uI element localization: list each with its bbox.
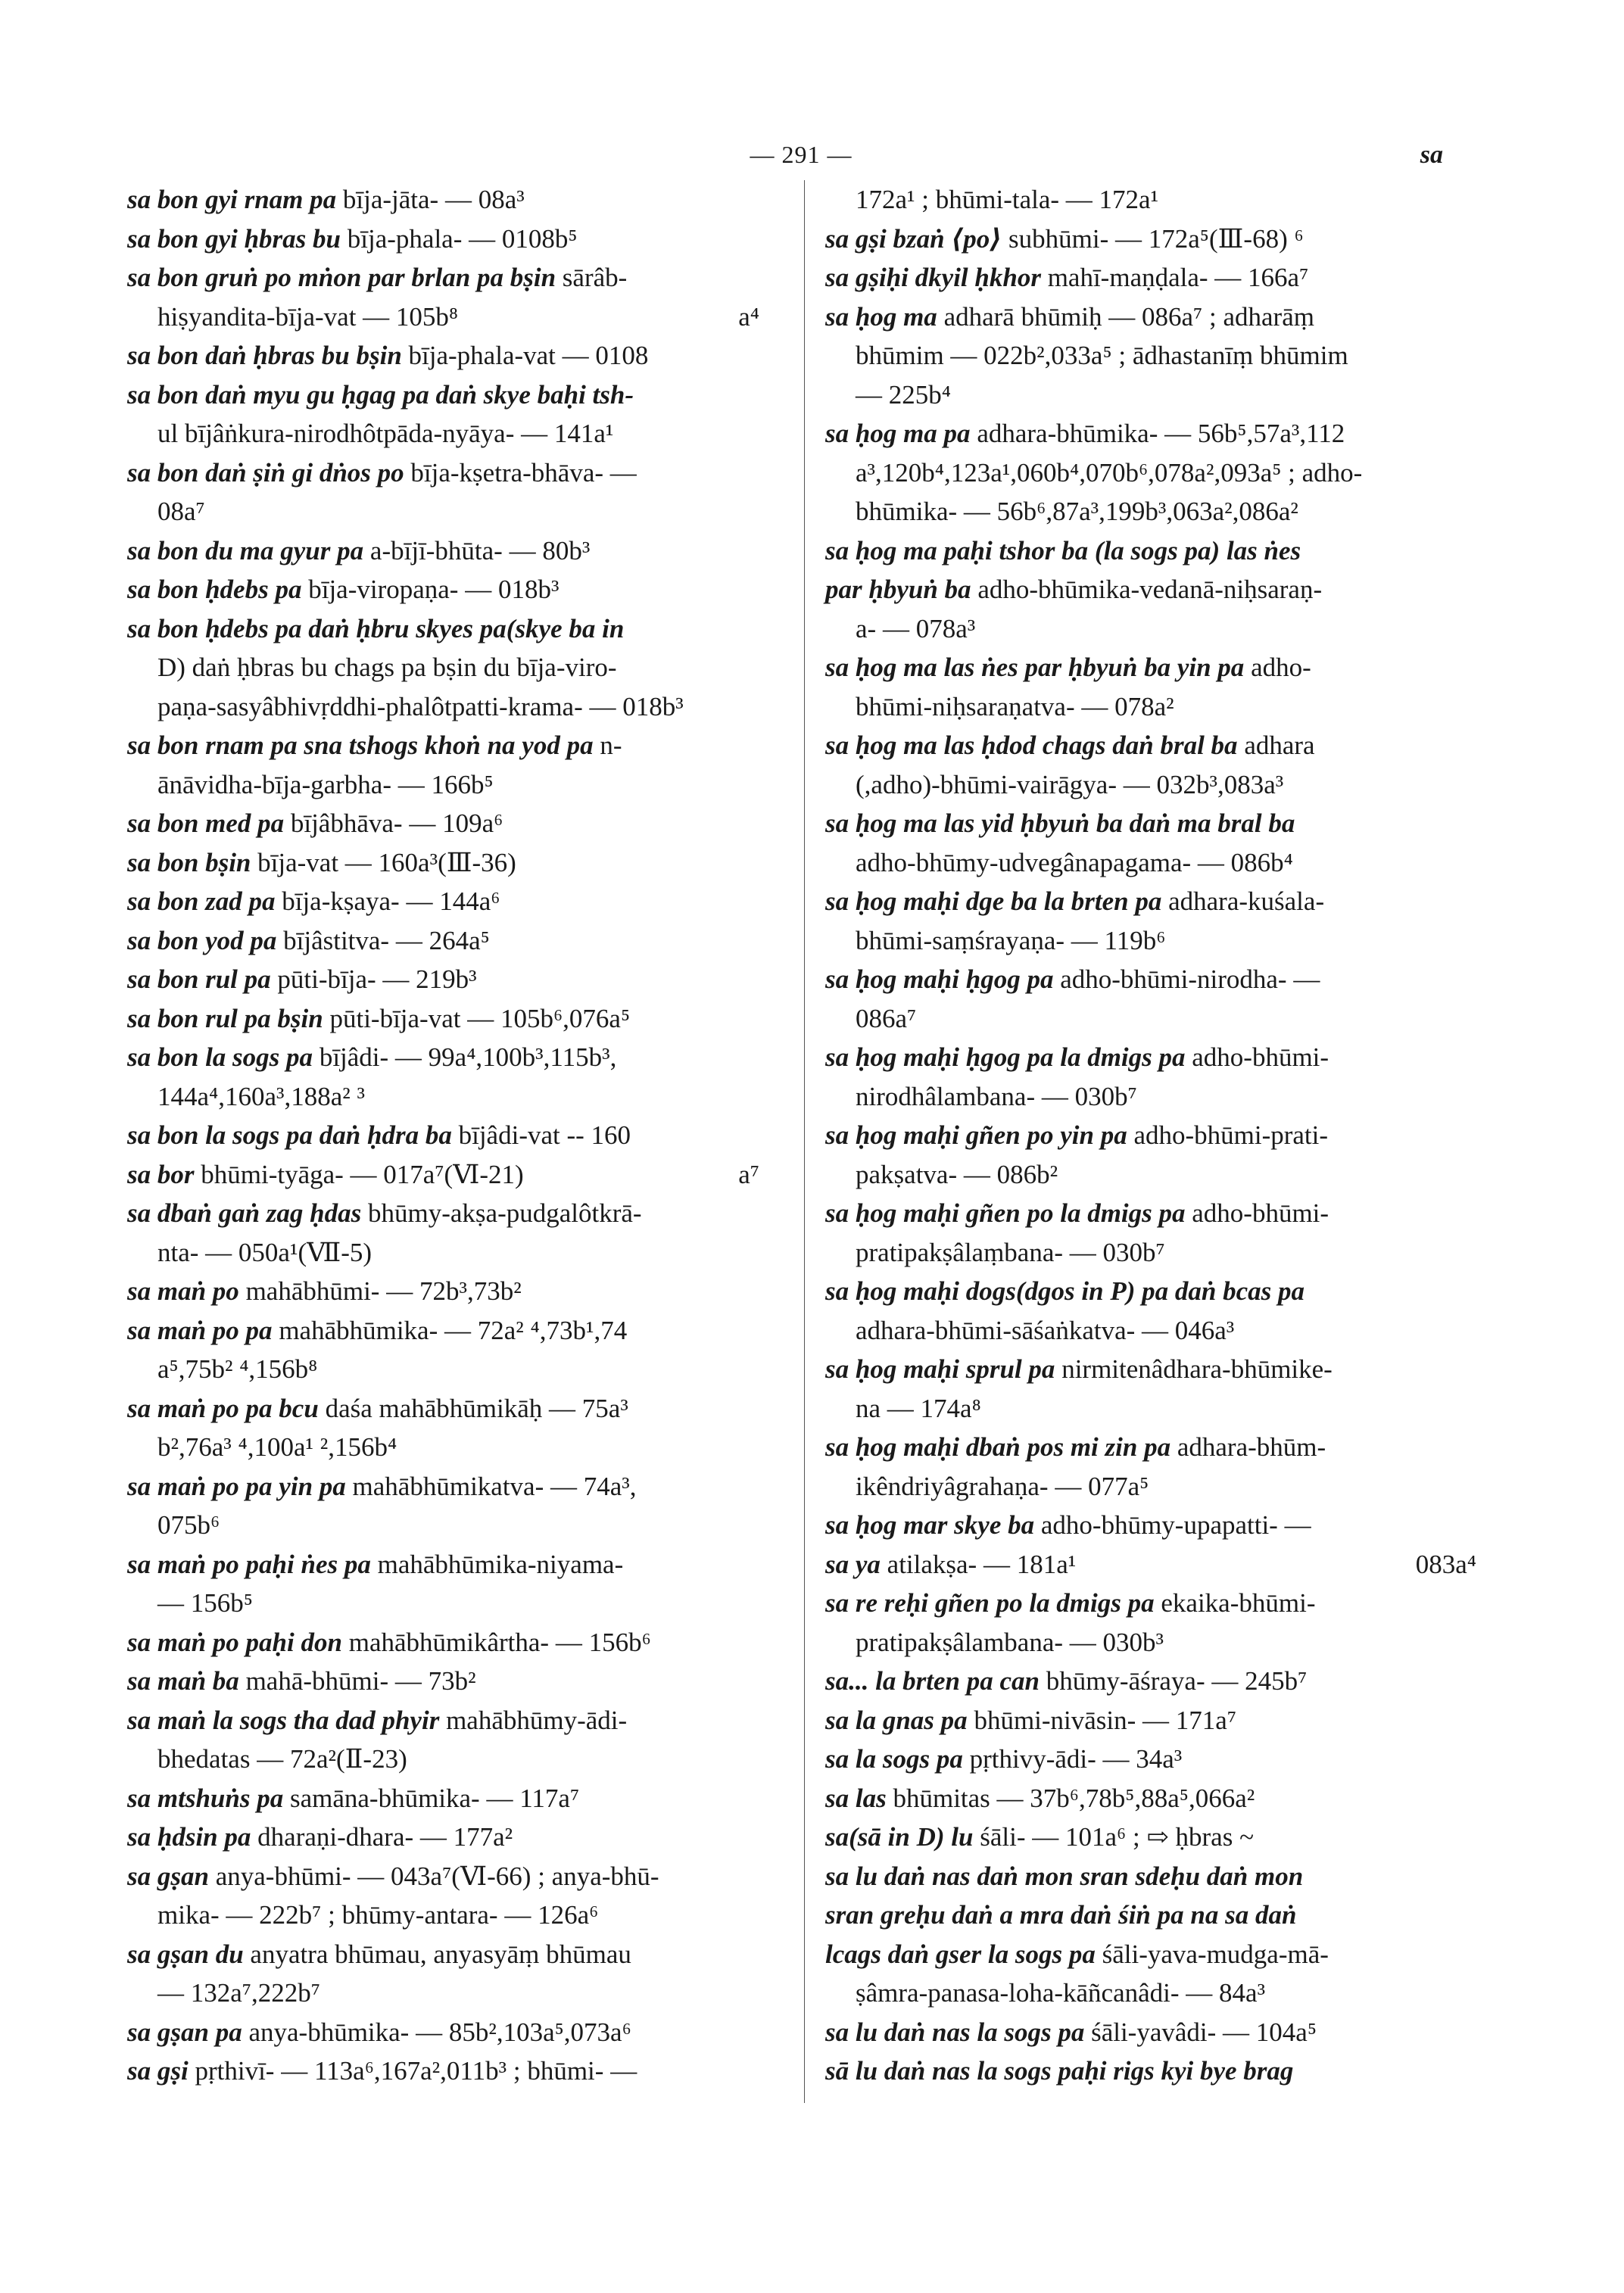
dictionary-entry	[825, 2013, 1476, 2052]
dictionary-entry	[127, 726, 759, 765]
dictionary-entry	[127, 1545, 759, 1584]
entry-continuation	[825, 687, 1476, 727]
entry-continuation	[825, 765, 1476, 805]
dictionary-entry	[825, 1038, 1476, 1077]
dictionary-entry	[127, 1935, 759, 1974]
entry-text: (,adho)-bhūmi-vairāgya- — 032b³,083a³	[856, 769, 1284, 799]
entry-continuation	[127, 298, 759, 337]
entry-text: sa bon yod pa bījâstitva- — 264a⁵	[127, 925, 490, 955]
dictionary-entry	[127, 1311, 759, 1351]
dictionary-entry	[127, 375, 759, 415]
entry-text: sa dbaṅ gaṅ zag ḥdas bhūmy-akṣa-pudgalôtkrā-	[127, 1198, 642, 1228]
entry-text: sa ḥog maḥi dogs(dgos in P) pa daṅ bcas pa	[825, 1276, 1304, 1306]
entry-text: adho-bhūmy-udvegânapagama- — 086b⁴	[856, 847, 1293, 877]
entry-text: a⁵,75b² ⁴,156b⁸	[157, 1354, 318, 1384]
dictionary-entry	[127, 999, 759, 1039]
entry-continuation	[825, 336, 1476, 375]
dictionary-entry	[825, 1506, 1476, 1545]
entry-text: paṇa-sasyâbhivṛddhi-phalôtpatti-krama- — 018b³	[157, 691, 684, 721]
dictionary-entry	[825, 1545, 1476, 1584]
entry-text: 086a⁷	[856, 1003, 917, 1033]
entry-text: sa bon la sogs pa bījâdi- — 99a⁴,100b³,115b³,	[127, 1042, 617, 1072]
entry-text: 075b⁶	[157, 1510, 220, 1540]
entry-text: a³,120b⁴,123a¹,060b⁴,070b⁶,078a²,093a⁵ ; adho-	[856, 457, 1363, 488]
entry-text: sa gṣan anya-bhūmi- — 043a⁷(Ⅵ-66) ; anya-bhū-	[127, 1861, 659, 1891]
dictionary-entry	[127, 1779, 759, 1818]
entry-text: sa gṣi pṛthivī- — 113a⁶,167a²,011b³ ; bhūmi- —	[127, 2056, 637, 2086]
dictionary-entry	[825, 258, 1476, 298]
entry-text: sa bon la sogs pa daṅ ḥdra ba bījâdi-vat -- 160	[127, 1120, 631, 1150]
entry-text: sa ḥog ma paḥi tshor ba (la sogs pa) las ṅes	[825, 535, 1301, 565]
entry-text: par ḥbyuṅ ba adho-bhūmika-vedanā-niḥsaraṇ-	[825, 575, 1323, 604]
dictionary-entry	[825, 414, 1476, 453]
entry-text: sa bor bhūmi-tyāga- — 017a⁷(Ⅵ-21)	[127, 1159, 524, 1189]
dictionary-entry	[127, 804, 759, 843]
dictionary-entry	[825, 648, 1476, 687]
entry-text: sa(sā in D) lu śāli- — 101a⁶ ; ⇨ ḥbras ~	[825, 1822, 1255, 1852]
dictionary-entry	[825, 960, 1476, 999]
entry-text: sa gṣan pa anya-bhūmika- — 85b²,103a⁵,073a⁶	[127, 2017, 631, 2047]
dictionary-entry	[825, 1428, 1476, 1467]
entry-text: sa las bhūmitas — 37b⁶,78b⁵,88a⁵,066a²	[825, 1783, 1255, 1813]
entry-text: sa ya atilakṣa- — 181a¹	[825, 1549, 1077, 1579]
entry-text: — 156b⁵	[157, 1588, 253, 1618]
entry-text: sa ḥog maḥi ḥgog pa adho-bhūmi-nirodha- —	[825, 964, 1320, 994]
entry-text: bhedatas — 72a²(Ⅱ-23)	[157, 1744, 407, 1774]
entry-continuation	[127, 687, 759, 727]
left-column	[127, 180, 759, 2091]
entry-text: ikêndriyâgrahaṇa- — 077a⁵	[856, 1471, 1149, 1501]
dictionary-entry	[825, 1116, 1476, 1155]
entry-text: sa bon gruṅ po mṅon par brlan pa bṣin sārâb-	[127, 263, 628, 292]
entry-text: sa bon zad pa bīja-kṣaya- — 144a⁶	[127, 886, 500, 916]
entry-text: sa maṅ ba mahā-bhūmi- — 73b²	[127, 1666, 476, 1696]
entry-text: sa gṣi bzaṅ ⟨po⟩ subhūmi- — 172a⁵(Ⅲ-68) ⁶	[825, 223, 1304, 254]
entry-text: pratipakṣâlambana- — 030b³	[856, 1627, 1164, 1657]
dictionary-entry	[127, 843, 759, 883]
entry-text: hiṣyandita-bīja-vat — 105b⁸	[157, 301, 459, 332]
entry-text: sa ḥdsin pa dharaṇi-dhara- — 177a²	[127, 1822, 513, 1852]
dictionary-entry	[825, 1701, 1476, 1740]
entry-text: sa ḥog maḥi gñen po la dmigs pa adho-bhūmi-	[825, 1198, 1329, 1228]
entry-text: sa bon med pa bījâbhāva- — 109a⁶	[127, 808, 503, 838]
entry-text: 172a¹ ; bhūmi-tala- — 172a¹	[856, 185, 1159, 214]
margin-note: a⁷	[738, 1159, 759, 1189]
entry-text: bhūmika- — 56b⁶,87a³,199b³,063a²,086a²	[856, 497, 1298, 526]
entry-text: sa ḥog maḥi sprul pa nirmitenâdhara-bhūmike-	[825, 1354, 1333, 1384]
entry-text: sa bon gyi ḥbras bu bīja-phala- — 0108b⁵	[127, 223, 578, 254]
dictionary-entry	[825, 1584, 1476, 1623]
dictionary-entry	[825, 570, 1476, 609]
dictionary-entry	[825, 1818, 1476, 1857]
entry-text: sa la sogs pa pṛthivy-ādi- — 34a³	[825, 1744, 1183, 1774]
dictionary-entry	[825, 1740, 1476, 1779]
dictionary-entry	[127, 1155, 759, 1195]
entry-text: sa ḥog maḥi dbaṅ pos mi zin pa adhara-bhūm-	[825, 1432, 1326, 1462]
dictionary-entry	[127, 531, 759, 571]
entry-text: D) daṅ ḥbras bu chags pa bṣin du bīja-viro-	[157, 653, 617, 682]
entry-text: sa ḥog ma pa adhara-bhūmika- — 56b⁵,57a³,112	[825, 419, 1345, 448]
entry-text: lcags daṅ gser la sogs pa śāli-yava-mudga-mā-	[825, 1939, 1329, 1969]
entry-text: sa bon daṅ myu gu ḥgag pa daṅ skye baḥi tsh-	[127, 379, 634, 410]
dictionary-entry	[825, 531, 1476, 571]
dictionary-entry	[825, 1779, 1476, 1818]
entry-text: bhūmi-saṃśrayaṇa- — 119b⁶	[856, 925, 1166, 955]
entry-text: sa bon daṅ ṣiṅ gi dṅos po bīja-kṣetra-bhāva- —	[127, 457, 637, 488]
dictionary-entry	[127, 220, 759, 259]
entry-text: 08a⁷	[157, 497, 205, 526]
dictionary-entry	[825, 1896, 1476, 1935]
column-divider	[804, 180, 805, 2103]
entry-continuation	[127, 648, 759, 687]
entry-text: a- — 078a³	[856, 613, 976, 643]
entry-text: — 225b⁴	[856, 379, 951, 410]
entry-text: sa maṅ la sogs tha dad phyir mahābhūmy-ādi-	[127, 1705, 628, 1735]
entry-text: sa ḥog maḥi gñen po yin pa adho-bhūmi-prati-	[825, 1120, 1329, 1150]
dictionary-entry	[127, 609, 759, 649]
dictionary-entry	[127, 1116, 759, 1155]
entry-text: sa maṅ po paḥi ṅes pa mahābhūmika-niyama-	[127, 1549, 624, 1579]
dictionary-entry	[127, 570, 759, 609]
entry-text: sa bon daṅ ḥbras bu bṣin bīja-phala-vat — 0108	[127, 341, 649, 370]
entry-text: sa maṅ po pa yin pa mahābhūmikatva- — 74a³,	[127, 1471, 637, 1501]
entry-continuation	[825, 180, 1476, 220]
entry-continuation	[127, 1896, 759, 1935]
dictionary-entry	[127, 882, 759, 921]
entry-text: — 132a⁷,222b⁷	[157, 1978, 320, 2008]
dictionary-entry	[825, 1350, 1476, 1389]
page-number: — 291 —	[750, 141, 853, 168]
entry-continuation	[825, 921, 1476, 961]
entry-text: sa gṣan du anyatra bhūmau, anyasyāṃ bhūmau	[127, 1939, 631, 1969]
entry-text: sa... la brten pa can bhūmy-āśraya- — 245b⁷	[825, 1666, 1308, 1696]
dictionary-entry	[825, 1272, 1476, 1311]
dictionary-entry	[127, 1623, 759, 1662]
right-column	[825, 180, 1476, 2091]
entry-continuation	[825, 1311, 1476, 1351]
entry-continuation	[825, 1623, 1476, 1662]
entry-text: b²,76a³ ⁴,100a¹ ²,156b⁴	[157, 1432, 397, 1462]
dictionary-entry	[825, 2052, 1476, 2091]
entry-text: sa lu daṅ nas daṅ mon sran sdeḥu daṅ mon	[825, 1861, 1304, 1891]
dictionary-entry	[127, 180, 759, 220]
running-head: sa	[1420, 141, 1443, 169]
entry-text: sa ḥog mar skye ba adho-bhūmy-upapatti- —	[825, 1510, 1311, 1540]
entry-text: pratipakṣâlaṃbana- — 030b⁷	[856, 1237, 1165, 1267]
entry-continuation	[825, 609, 1476, 649]
dictionary-entry	[127, 336, 759, 375]
entry-text: na — 174a⁸	[856, 1393, 981, 1423]
entry-continuation	[825, 999, 1476, 1039]
dictionary-entry	[127, 1272, 759, 1311]
dictionary-entry	[825, 298, 1476, 337]
dictionary-entry	[825, 1857, 1476, 1896]
entry-text: sran greḥu daṅ a mra daṅ śiṅ pa na sa daṅ	[825, 1900, 1297, 1930]
entry-continuation	[825, 1233, 1476, 1273]
entry-text: sā lu daṅ nas la sogs paḥi rigs kyi bye brag	[825, 2056, 1294, 2086]
dictionary-entry	[127, 2013, 759, 2052]
entry-text: sa ḥog ma las yid ḥbyuṅ ba daṅ ma bral ba	[825, 808, 1295, 838]
entry-text: sa la gnas pa bhūmi-nivāsin- — 171a⁷	[825, 1705, 1237, 1735]
dictionary-entry	[127, 1857, 759, 1896]
entry-text: sa bon rul pa pūti-bīja- — 219b³	[127, 964, 477, 994]
dictionary-entry	[127, 1818, 759, 1857]
entry-text: sa bon ḥdebs pa bīja-viropaṇa- — 018b³	[127, 575, 560, 604]
entry-text: 144a⁴,160a³,188a² ³	[157, 1081, 366, 1111]
entry-text: bhūmim — 022b²,033a⁵ ; ādhastanīṃ bhūmim	[856, 341, 1348, 370]
entry-text: sa ḥog ma las ḥdod chags daṅ bral ba adhara	[825, 731, 1315, 760]
dictionary-entry	[127, 1662, 759, 1701]
entry-continuation	[825, 1155, 1476, 1195]
dictionary-entry	[825, 726, 1476, 765]
dictionary-entry	[127, 1467, 759, 1506]
entry-continuation	[127, 1077, 759, 1117]
entry-continuation	[825, 1974, 1476, 2013]
entry-text: ānāvidha-bīja-garbha- — 166b⁵	[157, 769, 494, 799]
entry-continuation	[825, 375, 1476, 415]
entry-text: sa re reḥi gñen po la dmigs pa ekaika-bhūmi-	[825, 1588, 1316, 1618]
entry-text: sa bon rnam pa sna tshogs khoṅ na yod pa n-	[127, 731, 622, 760]
entry-text: sa lu daṅ nas la sogs pa śāli-yavâdi- — 104a⁵	[825, 2017, 1317, 2047]
entry-continuation	[825, 453, 1476, 493]
entry-text: sa maṅ po mahābhūmi- — 72b³,73b²	[127, 1276, 522, 1306]
page-header	[127, 141, 1475, 174]
entry-text: ṣâmra-panasa-loha-kāñcanâdi- — 84a³	[856, 1978, 1266, 2008]
entry-continuation	[127, 1506, 759, 1545]
entry-text: sa bon gyi rnam pa bīja-jāta- — 08a³	[127, 185, 525, 214]
dictionary-entry	[825, 1662, 1476, 1701]
entry-continuation	[127, 1740, 759, 1779]
entry-text: sa maṅ po pa bcu daśa mahābhūmikāḥ — 75a³	[127, 1393, 628, 1423]
dictionary-entry	[127, 2052, 759, 2091]
dictionary-entry	[127, 1389, 759, 1428]
dictionary-entry	[825, 804, 1476, 843]
entry-text: pakṣatva- — 086b²	[856, 1159, 1058, 1189]
entry-text: adhara-bhūmi-sāśaṅkatva- — 046a³	[856, 1315, 1235, 1345]
dictionary-entry	[825, 882, 1476, 921]
dictionary-entry	[127, 921, 759, 961]
entry-text: sa mtshuṅs pa samāna-bhūmika- — 117a⁷	[127, 1783, 580, 1813]
dictionary-entry	[127, 1701, 759, 1740]
entry-text: mika- — 222b⁷ ; bhūmy-antara- — 126a⁶	[157, 1900, 599, 1930]
entry-text: sa gṣiḥi dkyil ḥkhor mahī-maṇḍala- — 166a⁷	[825, 263, 1309, 292]
entry-continuation	[127, 492, 759, 531]
margin-note: 083a⁴	[1415, 1549, 1476, 1579]
entry-continuation	[127, 1350, 759, 1389]
entry-continuation	[127, 414, 759, 453]
dictionary-entry	[825, 1935, 1476, 1974]
entry-text: sa maṅ po pa mahābhūmika- — 72a² ⁴,73b¹,74	[127, 1315, 628, 1345]
entry-text: sa ḥog maḥi dge ba la brten pa adhara-kuśala-	[825, 886, 1325, 916]
dictionary-entry	[127, 1038, 759, 1077]
entry-text: sa ḥog maḥi ḥgog pa la dmigs pa adho-bhūmi-	[825, 1042, 1329, 1072]
entry-continuation	[825, 843, 1476, 883]
entry-text: sa maṅ po paḥi don mahābhūmikârtha- — 156b⁶	[127, 1627, 651, 1657]
entry-text: sa bon du ma gyur pa a-bījī-bhūta- — 80b³	[127, 535, 591, 565]
dictionary-entry	[825, 1194, 1476, 1233]
entry-text: ul bījâṅkura-nirodhôtpāda-nyāya- — 141a¹	[157, 419, 614, 448]
entry-text: nirodhâlambana- — 030b⁷	[856, 1081, 1137, 1111]
entry-continuation	[127, 765, 759, 805]
entry-text: sa ḥog ma adharā bhūmiḥ — 086a⁷ ; adharāṃ	[825, 301, 1314, 332]
entry-text: sa bon bṣin bīja-vat — 160a³(Ⅲ-36)	[127, 847, 516, 877]
margin-note: a⁴	[738, 301, 759, 332]
dictionary-entry	[127, 258, 759, 298]
entry-text: sa ḥog ma las ṅes par ḥbyuṅ ba yin pa adho-	[825, 653, 1311, 682]
entry-continuation	[825, 1077, 1476, 1117]
entry-text: nta- — 050a¹(Ⅶ-5)	[157, 1237, 372, 1267]
entry-continuation	[825, 492, 1476, 531]
entry-text: bhūmi-niḥsaraṇatva- — 078a²	[856, 691, 1174, 721]
dictionary-entry	[127, 1194, 759, 1233]
entry-continuation	[127, 1584, 759, 1623]
entry-continuation	[127, 1233, 759, 1273]
entry-text: sa bon rul pa bṣin pūti-bīja-vat — 105b⁶,076a⁵	[127, 1003, 631, 1033]
entry-continuation	[825, 1389, 1476, 1428]
dictionary-entry	[127, 453, 759, 493]
entry-text: sa bon ḥdebs pa daṅ ḥbru skyes pa(skye ba in	[127, 613, 625, 643]
entry-continuation	[127, 1974, 759, 2013]
dictionary-entry	[825, 220, 1476, 259]
entry-continuation	[127, 1428, 759, 1467]
entry-continuation	[825, 1467, 1476, 1506]
dictionary-entry	[127, 960, 759, 999]
